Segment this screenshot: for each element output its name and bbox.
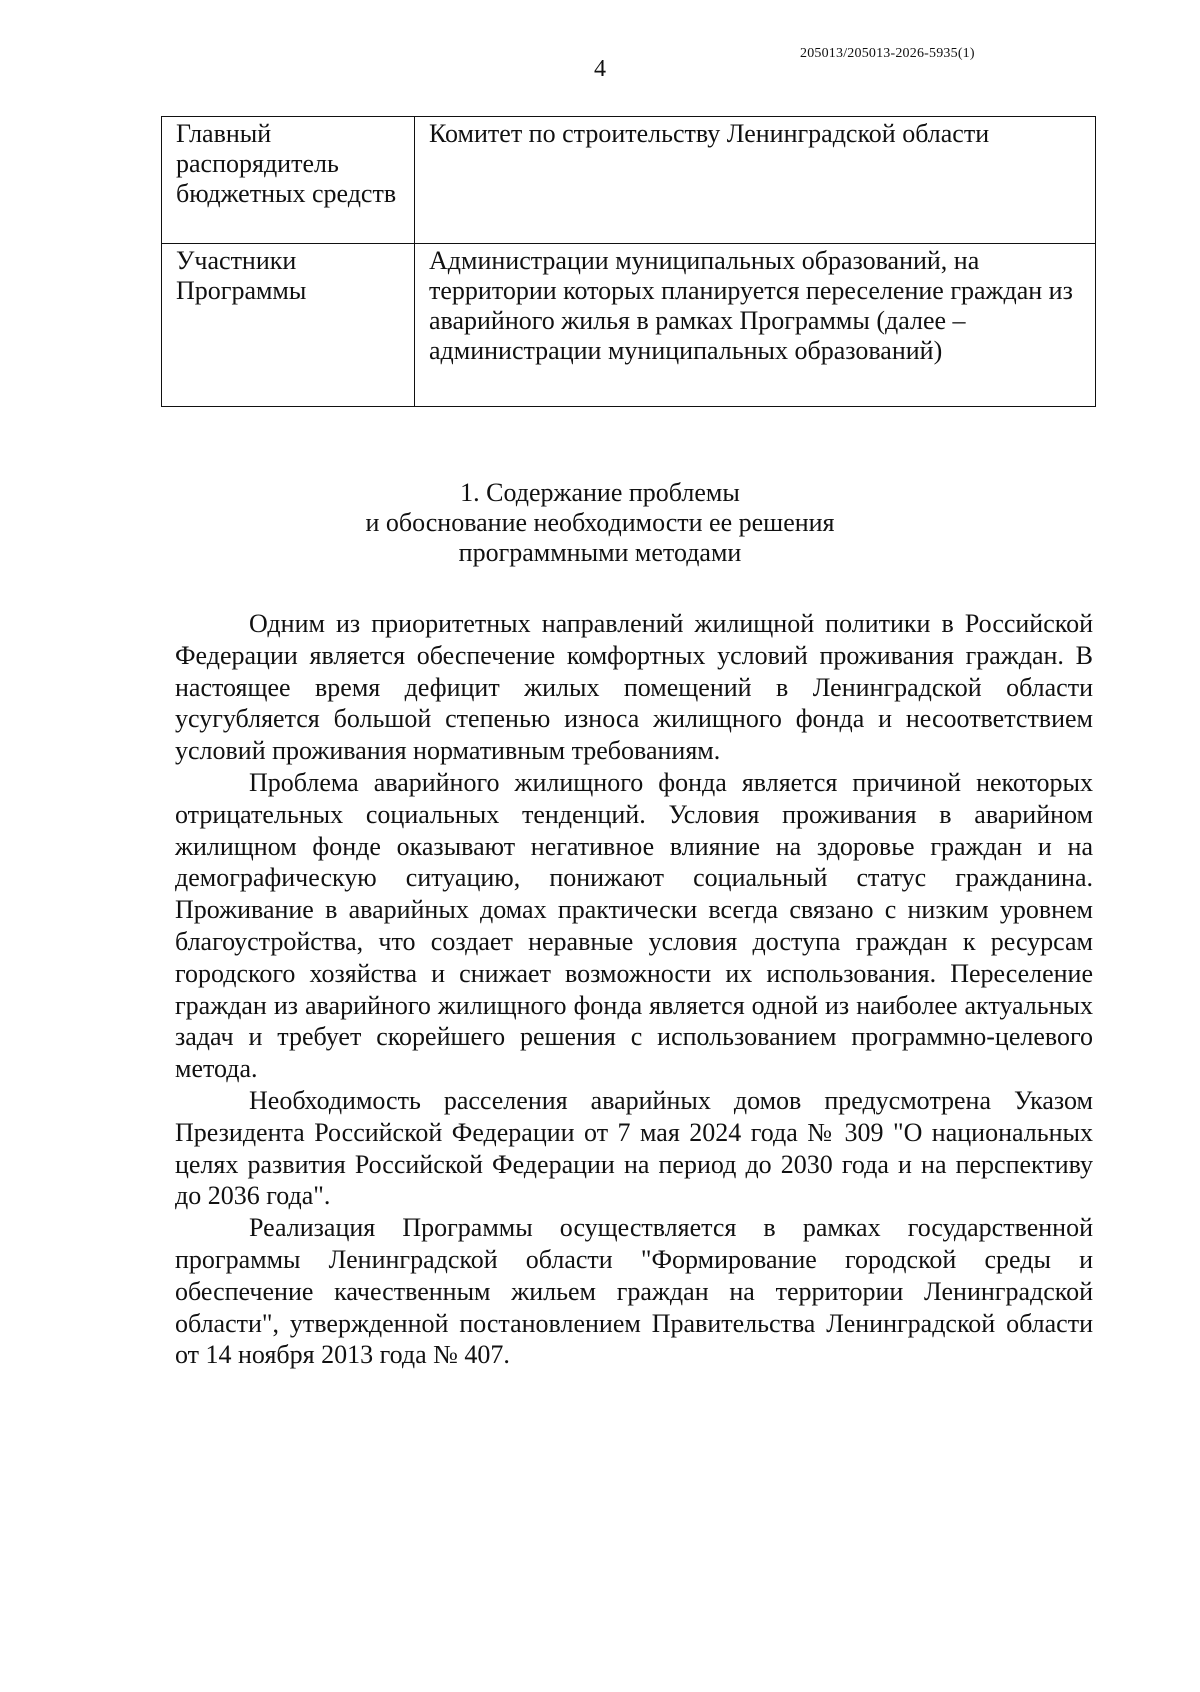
program-info-table	[161, 116, 1096, 407]
table-row	[162, 244, 1096, 407]
table-row	[162, 117, 1096, 244]
body-paragraph: Реализация Программы осуществляется в рамках государственной программы Ленинградской области "Формирование городской среды и обеспечение качественным жильем граждан на территории Ленинградской области", утвержденной постановлением Правительства Ленинградской области от 14 ноября 2013 года № 407.	[175, 1213, 1093, 1370]
table-value-cell: Администрации муниципальных образований, на территории которых планируется переселение граждан из аварийного жилья в рамках Программы (далее – администрации муниципальных образований)	[415, 244, 1096, 407]
body-paragraph: Одним из приоритетных направлений жилищной политики в Российской Федерации является обеспечение комфортных условий проживания граждан. В настоящее время дефицит жилых помещений в Ленинградской области усугубляется большой степенью износа жилищного фонда и несоответствием условий проживания нормативным требованиям.	[175, 609, 1093, 766]
table-label-cell: Главный распорядитель бюджетных средств	[162, 117, 415, 244]
section-body	[175, 608, 1093, 1371]
document-id: 205013/205013-2026-5935(1)	[800, 46, 975, 61]
section-heading	[0, 478, 1200, 568]
page-number: 4	[594, 56, 606, 82]
section-heading-line: и обоснование необходимости ее решения	[365, 508, 835, 537]
body-paragraph: Проблема аварийного жилищного фонда является причиной некоторых отрицательных социальных тенденций. Условия проживания в аварийном жилищном фонде оказывают негативное влияние на здоровье граждан и на демографическую ситуацию, понижают социальный статус гражданина. Проживание в аварийных домах практически всегда связано с низким уровнем благоустройства, что создает неравные условия доступа граждан к ресурсам городского хозяйства и снижает возможности их использования. Переселение граждан из аварийного жилищного фонда является одной из наиболее актуальных задач и требует скорейшего решения с использованием программно-целевого метода.	[175, 767, 1093, 1084]
table-label-cell: Участники Программы	[162, 244, 415, 407]
section-heading-line: программными методами	[458, 538, 742, 567]
section-heading-line: 1. Содержание проблемы	[460, 478, 740, 507]
body-paragraph: Необходимость расселения аварийных домов предусмотрена Указом Президента Российской Федерации от 7 мая 2024 года № 309 "О национальных целях развития Российской Федерации на период до 2030 года и на перспективу до 2036 года".	[175, 1085, 1093, 1211]
table-value-cell: Комитет по строительству Ленинградской области	[415, 117, 1096, 244]
